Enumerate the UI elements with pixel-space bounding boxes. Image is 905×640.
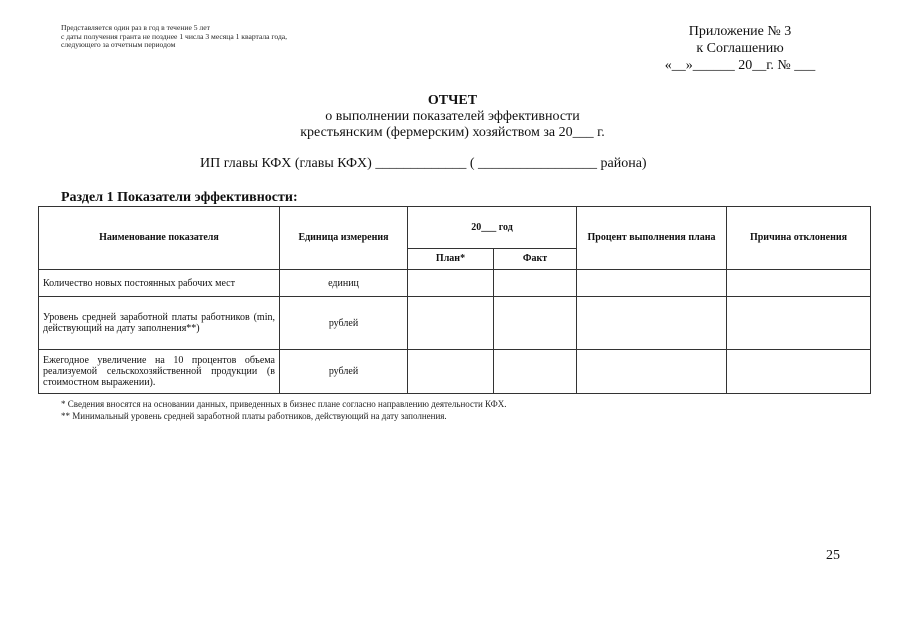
table-row — [39, 297, 871, 350]
submission-note-line-1: Представляется один раз в год в течение 5 лет — [61, 23, 210, 32]
row-3-name: Ежегодное увеличение на 10 процентов объема реализуемой сельскохозяйственной продукции (в стоимостном выражении). — [39, 350, 280, 394]
table-row — [39, 270, 871, 297]
efficiency-table — [38, 206, 871, 394]
header-unit: Единица измерения — [280, 207, 408, 270]
report-subtitle-line-2: крестьянским (фермерским) хозяйством за 20___ г. — [300, 125, 605, 140]
footnote-1: * Сведения вносятся на основании данных, приведенных в бизнес плане согласно направлению деятельности КФХ. — [61, 399, 507, 409]
table-row — [39, 350, 871, 394]
submission-note-line-3: следующего за отчетным периодом — [61, 40, 176, 50]
report-subtitle-line-1: о выполнении показателей эффективности — [325, 109, 580, 124]
row-3-percent-cell[interactable] — [577, 350, 727, 394]
row-2-percent-cell[interactable] — [577, 297, 727, 350]
submission-note-line-2: с даты получения гранта не позднее 1 числа 3 месяца 1 квартала года, — [61, 31, 288, 41]
row-3-reason-cell[interactable] — [727, 350, 871, 394]
header-year: 20___ год — [408, 207, 577, 249]
row-1-plan-cell[interactable] — [408, 270, 494, 297]
header-indicator-name: Наименование показателя — [39, 207, 280, 270]
section-title: Раздел 1 Показатели эффективности: — [61, 190, 298, 205]
row-1-reason-cell[interactable] — [727, 270, 871, 297]
row-3-fact-cell[interactable] — [494, 350, 577, 394]
appendix-agreement: к Соглашению — [696, 41, 784, 56]
row-2-name: Уровень средней заработной платы работников (min, действующий на дату заполнения**) — [39, 297, 280, 350]
row-1-unit: единиц — [280, 270, 408, 297]
submission-note — [61, 24, 391, 50]
row-2-unit: рублей — [280, 297, 408, 350]
row-1-name: Количество новых постоянных рабочих мест — [39, 270, 280, 297]
report-title: ОТЧЕТ — [427, 93, 478, 108]
appendix-date-number: «__»______ 20__г. № ___ — [664, 58, 816, 73]
row-1-percent-cell[interactable] — [577, 270, 727, 297]
appendix-number: Приложение № 3 — [688, 24, 792, 39]
row-2-reason-cell[interactable] — [727, 297, 871, 350]
row-3-plan-cell[interactable] — [408, 350, 494, 394]
row-2-plan-cell[interactable] — [408, 297, 494, 350]
header-reason: Причина отклонения — [727, 207, 871, 270]
row-2-fact-cell[interactable] — [494, 297, 577, 350]
page-number: 25 — [826, 548, 840, 563]
farm-head-line: ИП главы КФХ (главы КФХ) _____________ ( _________________ района) — [200, 156, 647, 171]
header-plan: План* — [408, 249, 494, 270]
row-1-fact-cell[interactable] — [494, 270, 577, 297]
header-percent: Процент выполнения плана — [577, 207, 727, 270]
row-3-unit: рублей — [280, 350, 408, 394]
appendix-header — [640, 23, 840, 74]
footnotes — [61, 398, 507, 422]
footnote-2: ** Минимальный уровень средней заработной платы работников, действующий на дату заполнения. — [61, 411, 447, 421]
header-fact: Факт — [494, 249, 577, 270]
report-title-block — [250, 93, 655, 141]
